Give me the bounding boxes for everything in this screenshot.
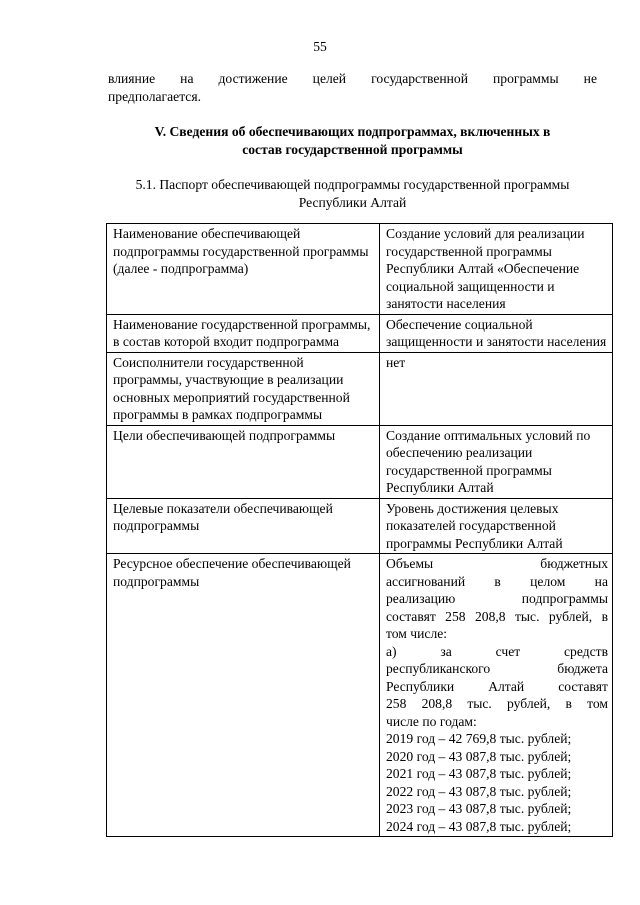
row-label: Наименование государственной программы, в состав которой входит подпрограмма	[107, 314, 380, 352]
section-title-line-2: состав государственной программы	[242, 141, 463, 157]
table-row	[107, 498, 613, 554]
table-row	[107, 425, 613, 498]
resource-line: числе по годам:	[386, 713, 477, 729]
row-label: Соисполнители государственной программы, участвующие в реализации основных мероприятий государственной программы в рамках подпрограммы	[107, 352, 380, 425]
resource-year-line: 2020 год – 43 087,8 тыс. рублей;	[386, 748, 572, 764]
lead-paragraph	[108, 70, 597, 105]
row-label: Наименование обеспечивающей подпрограммы государственной программы (далее - подпрограмма)	[107, 224, 380, 315]
row-value: нет	[380, 352, 613, 425]
resource-line: а) за счет средств	[386, 643, 608, 659]
page-number: 55	[313, 39, 327, 54]
resource-year-line: 2021 год – 43 087,8 тыс. рублей;	[386, 766, 572, 781]
resource-line: 258 208,8 тыс. рублей, в том	[386, 696, 608, 711]
subsection-title	[108, 176, 597, 211]
resource-line: составят 258 208,8 тыс. рублей, в	[386, 608, 608, 624]
resource-year-line: 2024 год – 43 087,8 тыс. рублей;	[386, 818, 572, 834]
section-title-line-1: V. Сведения об обеспечивающих подпрограммах, включенных в	[154, 124, 551, 139]
resource-year-line: 2022 год – 43 087,8 тыс. рублей;	[386, 783, 572, 799]
resource-line: реализацию подпрограммы	[386, 591, 608, 606]
resource-line: республиканского бюджета	[386, 661, 608, 676]
passport-table	[106, 223, 613, 837]
resource-line: ассигнований в целом на	[386, 573, 608, 589]
row-label: Целевые показатели обеспечивающей подпрограммы	[107, 498, 380, 554]
table-row	[107, 352, 613, 425]
resource-year-line: 2019 год – 42 769,8 тыс. рублей;	[386, 731, 572, 746]
row-value: Обеспечение социальной защищенности и занятости населения	[380, 314, 613, 352]
row-value: Создание оптимальных условий по обеспечению реализации государственной программы Республики Алтай	[380, 425, 613, 498]
row-value: Создание условий для реализации государственной программы Республики Алтай «Обеспечение социальной защищенности и занятости населения	[380, 224, 613, 315]
row-value: Уровень достижения целевых показателей государственной программы Республики Алтай	[380, 498, 613, 554]
row-label: Цели обеспечивающей подпрограммы	[107, 425, 380, 498]
resource-line: Объемы бюджетных	[386, 556, 608, 571]
resource-line: том числе:	[386, 626, 448, 641]
table-row	[107, 314, 613, 352]
lead-line-1: влияние на достижение целей государственной программы не	[108, 71, 597, 86]
resource-year-line: 2023 год – 43 087,8 тыс. рублей;	[386, 801, 572, 816]
subsection-title-line-1: 5.1. Паспорт обеспечивающей подпрограммы государственной программы	[135, 177, 570, 192]
section-title	[108, 123, 597, 158]
resource-value-cell	[380, 554, 613, 837]
subsection-title-line-2: Республики Алтай	[298, 194, 407, 210]
lead-line-2: предполагается.	[108, 88, 201, 104]
row-label: Ресурсное обеспечение обеспечивающей подпрограммы	[107, 554, 380, 837]
table-row	[107, 554, 613, 837]
table-row	[107, 224, 613, 315]
resource-line: Республики Алтай составят	[386, 678, 608, 694]
